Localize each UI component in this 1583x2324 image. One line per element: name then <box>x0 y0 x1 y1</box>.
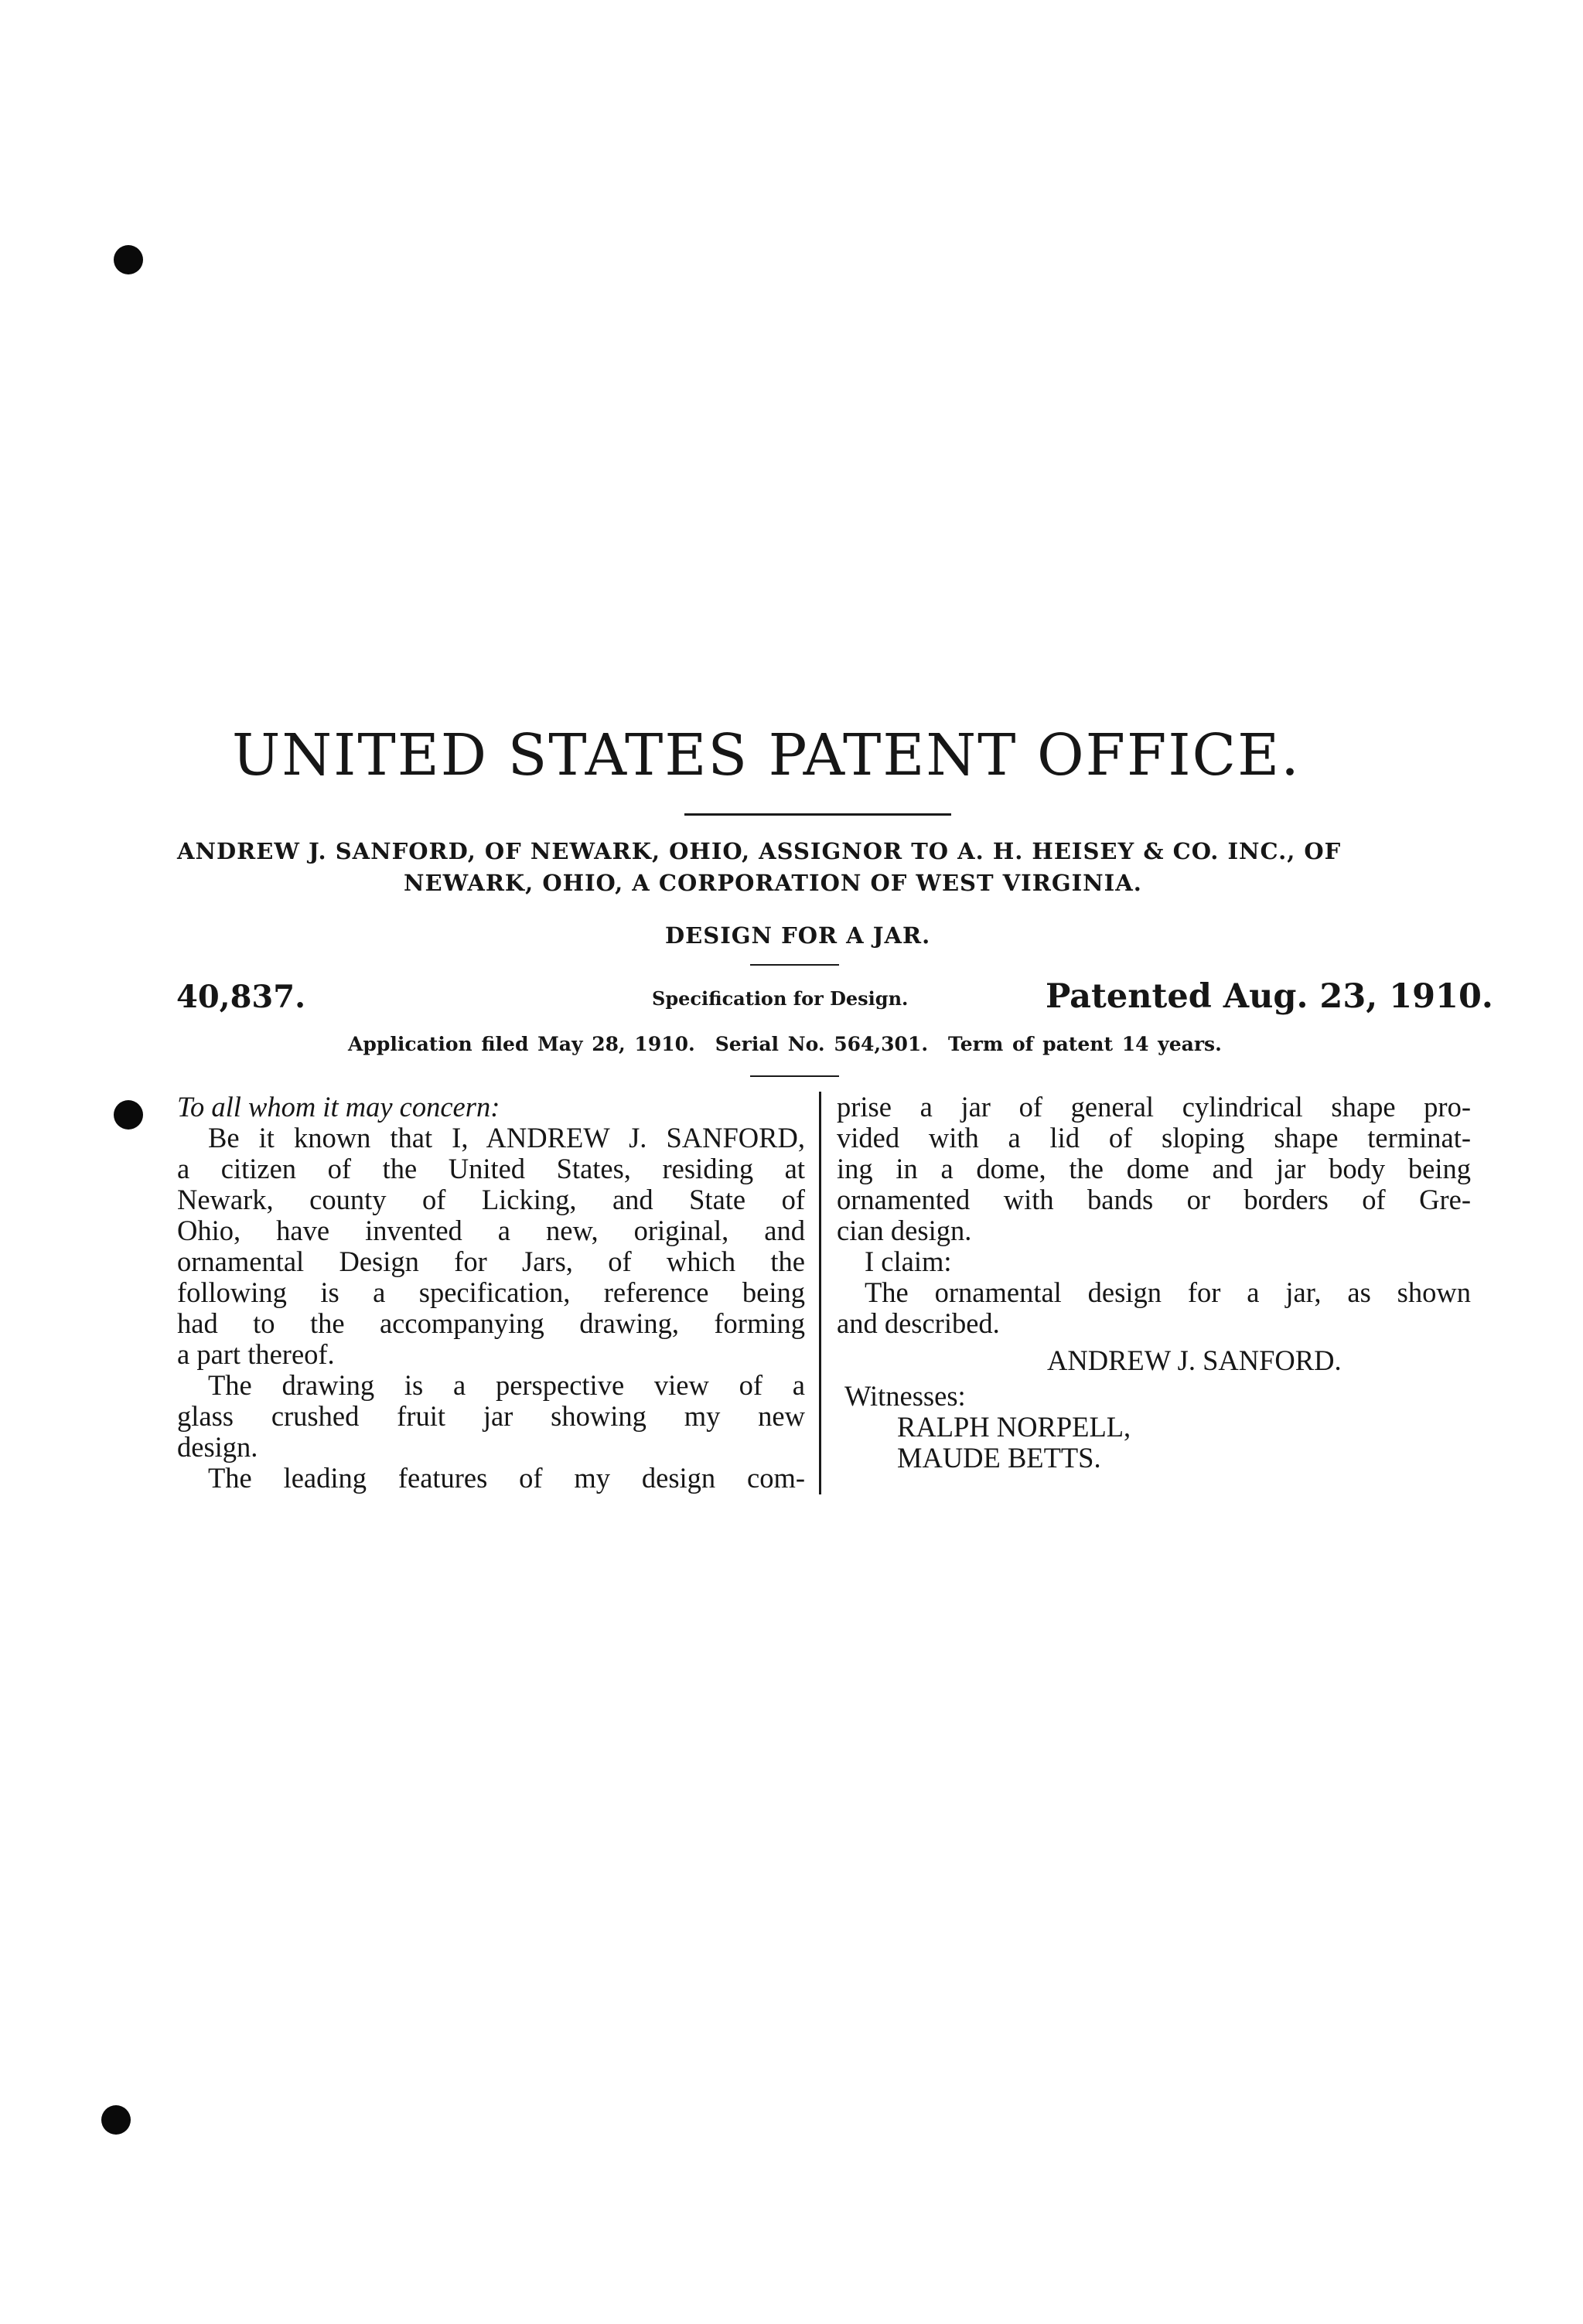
claim-text: and described. <box>837 1307 1000 1339</box>
text-line: following is a specification, reference being <box>177 1276 805 1308</box>
application-rule <box>750 1075 839 1077</box>
text-line: a part thereof. <box>177 1338 335 1370</box>
text-line: ornamental Design for Jars, of which the <box>177 1245 805 1277</box>
office-title: UNITED STATES PATENT OFFICE. <box>232 722 1301 789</box>
patented-date: Patented Aug. 23, 1910. <box>1046 977 1493 1016</box>
text-line: Ohio, have invented a new, original, and <box>177 1215 805 1246</box>
text-line: The leading features of my design com- <box>208 1462 805 1494</box>
text-line: vided with a lid of sloping shape terminat- <box>837 1122 1471 1153</box>
witness-name: MAUDE BETTS. <box>897 1442 1101 1474</box>
title-rule <box>684 813 951 816</box>
parties-line-1: ANDREW J. SANFORD, OF NEWARK, OHIO, ASSIGNOR TO A. H. HEISEY & CO. INC., OF <box>177 838 1342 864</box>
patent-number: 40,837. <box>176 979 306 1015</box>
serial-number: Serial No. 564,301. <box>715 1033 929 1055</box>
patent-term: Term of patent 14 years. <box>948 1033 1222 1055</box>
witness-name: RALPH NORPELL, <box>897 1411 1131 1443</box>
text-line: glass crushed fruit jar showing my new <box>177 1400 805 1432</box>
design-rule <box>750 964 839 966</box>
text-line: Newark, county of Licking, and State of <box>177 1184 805 1215</box>
inventor-signature: ANDREW J. SANFORD. <box>1047 1344 1342 1376</box>
punch-hole <box>101 2105 131 2135</box>
text-line: cian design. <box>837 1215 972 1246</box>
design-title: DESIGN FOR A JAR. <box>665 922 931 949</box>
spec-label: Specification for Design. <box>652 987 909 1010</box>
punch-hole <box>114 245 143 274</box>
salutation: To all whom it may concern: <box>177 1091 500 1123</box>
claim-text: The ornamental design for a jar, as shown <box>865 1276 1471 1308</box>
column-divider <box>819 1092 821 1494</box>
text-line: ornamented with bands or borders of Gre- <box>837 1184 1471 1215</box>
application-filed: Application filed May 28, 1910. <box>348 1033 695 1055</box>
claim-heading: I claim: <box>865 1245 952 1277</box>
parties-line-2: NEWARK, OHIO, A CORPORATION OF WEST VIRGINIA. <box>404 870 1142 896</box>
right-column <box>837 1092 1471 1474</box>
punch-hole <box>114 1100 143 1130</box>
text-line: design. <box>177 1431 258 1463</box>
text-line: prise a jar of general cylindrical shape pro- <box>837 1091 1471 1123</box>
left-column <box>177 1092 805 1494</box>
witnesses-label: Witnesses: <box>844 1380 966 1412</box>
text-line: had to the accompanying drawing, forming <box>177 1307 805 1339</box>
text-line: The drawing is a perspective view of a <box>208 1369 805 1401</box>
text-line: a citizen of the United States, residing at <box>177 1153 805 1184</box>
text-line: ing in a dome, the dome and jar body being <box>837 1153 1471 1184</box>
application-line <box>348 1034 1222 1054</box>
text-line: Be it known that I, ANDREW J. SANFORD, <box>208 1122 805 1153</box>
